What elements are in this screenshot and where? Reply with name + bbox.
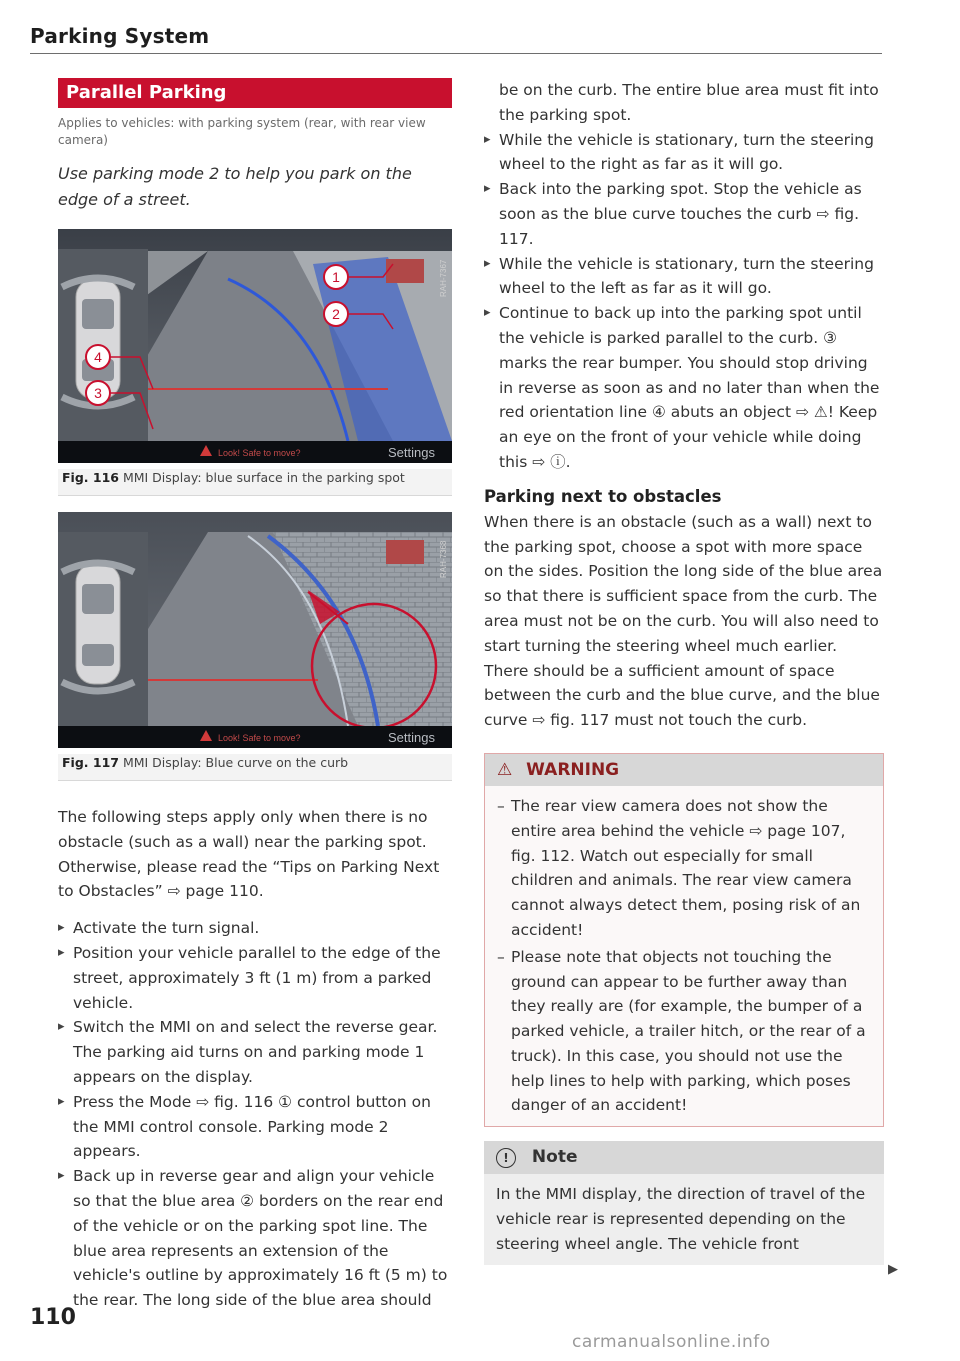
- svg-text:2: 2: [332, 306, 340, 322]
- list-item: ▸ Switch the MMI on and select the reverse gear. The parking aid turns on and parking mode 1 appears on the display.: [58, 1015, 452, 1089]
- list-item: ▸ Press the Mode ⇨ fig. 116 ① control button on the MMI control console. Parking mode 2 appears.: [58, 1090, 452, 1164]
- figure-117-display: [58, 512, 452, 748]
- figure-code: RAH-7368: [439, 540, 448, 578]
- figure-116-label: Fig. 116: [62, 470, 119, 485]
- watermark: carmanualsonline.info: [572, 1332, 771, 1352]
- list-item: ▸ While the vehicle is stationary, turn the steering wheel to the right as far as it will go.: [484, 128, 884, 178]
- conditions-paragraph: The following steps apply only when there is no obstacle (such as a wall) near the parking spot. Otherwise, please read the “Tips on Parking Next to Obstacles” ⇨ page 110.: [58, 808, 440, 901]
- figure-code: RAH-7367: [439, 259, 448, 297]
- list-item: ▸ Back into the parking spot. Stop the vehicle as soon as the blue curve touches the curb ⇨ fig. 117.: [484, 177, 884, 251]
- svg-text:3: 3: [94, 385, 102, 401]
- warning-triangle-icon: ⚠: [497, 759, 513, 780]
- right-steps-list: [484, 128, 884, 475]
- note-header: [484, 1141, 884, 1174]
- mmi-display-116: [58, 229, 452, 463]
- figure-117-caption: [58, 754, 452, 781]
- svg-text:4: 4: [94, 349, 102, 365]
- list-item: ▸ Activate the turn signal.: [58, 916, 452, 941]
- note-body: In the MMI display, the direction of travel of the vehicle rear is represented depending on the steering wheel angle. The vehicle front: [496, 1185, 866, 1253]
- header-rule: [30, 53, 882, 54]
- warning-item: – Please note that objects not touching the ground can appear to be further away than they really are (for example, the bumper of a parked vehicle, a trailer hitch, or the rear of a truck). In this case, you should not use the help lines to help with parking, which poses danger of an accident!: [497, 945, 871, 1119]
- display-settings-label: Settings: [388, 730, 435, 745]
- display-settings-label: Settings: [388, 445, 435, 460]
- list-item: ▸ Position your vehicle parallel to the edge of the street, approximately 3 ft (1 m) from a parked vehicle.: [58, 941, 452, 1015]
- obstacles-paragraph: When there is an obstacle (such as a wall) next to the parking spot, choose a spot with more space on the sides. Position the long side of the blue area so that there is sufficient space from the curb. The area must not be on the curb. You will also need to start turning the steering wheel much earlier. There should be a sufficient amount of space between the curb and the blue curve, and the blue curve ⇨ fig. 117 must not touch the curb.: [484, 512, 883, 730]
- warning-item: – The rear view camera does not show the entire area behind the vehicle ⇨ page 107, fig. 112. Watch out especially for small children and animals. The rear view camera cannot always detect them, posing risk of an accident!: [497, 794, 871, 943]
- warning-box: [484, 753, 884, 1127]
- warning-body: [485, 786, 883, 1126]
- figure-116-display: [58, 229, 452, 463]
- mode-indicator: [386, 540, 424, 564]
- mmi-display-117: [58, 512, 452, 748]
- right-column: [484, 78, 884, 1265]
- display-warning-text: Look! Safe to move?: [218, 733, 301, 743]
- note-info-icon: !: [496, 1148, 516, 1168]
- figure-117-caption-text: MMI Display: Blue curve on the curb: [122, 755, 349, 770]
- figure-116-caption: [58, 469, 452, 496]
- list-item: ▸ While the vehicle is stationary, turn the steering wheel to the left as far as it will go.: [484, 252, 884, 302]
- continued-step: be on the curb. The entire blue area must fit into the parking spot.: [499, 81, 879, 124]
- list-item: ▸ Continue to back up into the parking spot until the vehicle is parked parallel to the curb. ③ marks the rear bumper. You should stop driving in reverse as soon as and no later than when the red orientation line ④ abuts an object ⇨ ⚠! Keep an eye on the front of your vehicle while doing this ⇨ ⓘ.: [484, 301, 884, 475]
- note-title: Note: [531, 1147, 578, 1168]
- left-column: [58, 78, 452, 1313]
- warning-title: WARNING: [526, 759, 620, 780]
- display-warning-text: Look! Safe to move?: [218, 448, 301, 458]
- running-header: Parking System: [30, 24, 210, 48]
- note-box: [484, 1141, 884, 1264]
- obstacles-subheading: Parking next to obstacles: [484, 486, 722, 506]
- left-steps-list: [58, 916, 452, 1313]
- applies-to: Applies to vehicles: with parking system (rear, with rear view camera): [58, 116, 426, 147]
- figure-117-label: Fig. 117: [62, 755, 119, 770]
- page-number: 110: [30, 1305, 76, 1330]
- svg-text:1: 1: [332, 269, 340, 285]
- intro-text: Use parking mode 2 to help you park on the edge of a street.: [58, 164, 412, 209]
- mode-indicator: [386, 259, 424, 283]
- figure-116-caption-text: MMI Display: blue surface in the parking spot: [122, 470, 405, 485]
- warning-header: [485, 754, 883, 786]
- continue-arrow-icon: ▶: [888, 1262, 898, 1277]
- section-title: Parallel Parking: [58, 78, 452, 108]
- list-item: ▸ Back up in reverse gear and align your vehicle so that the blue area ② borders on the rear end of the vehicle or on the parking spot line. The blue area represents an extension of the vehicle's outline by approximately 16 ft (5 m) to the rear. The long side of the blue area should: [58, 1164, 452, 1313]
